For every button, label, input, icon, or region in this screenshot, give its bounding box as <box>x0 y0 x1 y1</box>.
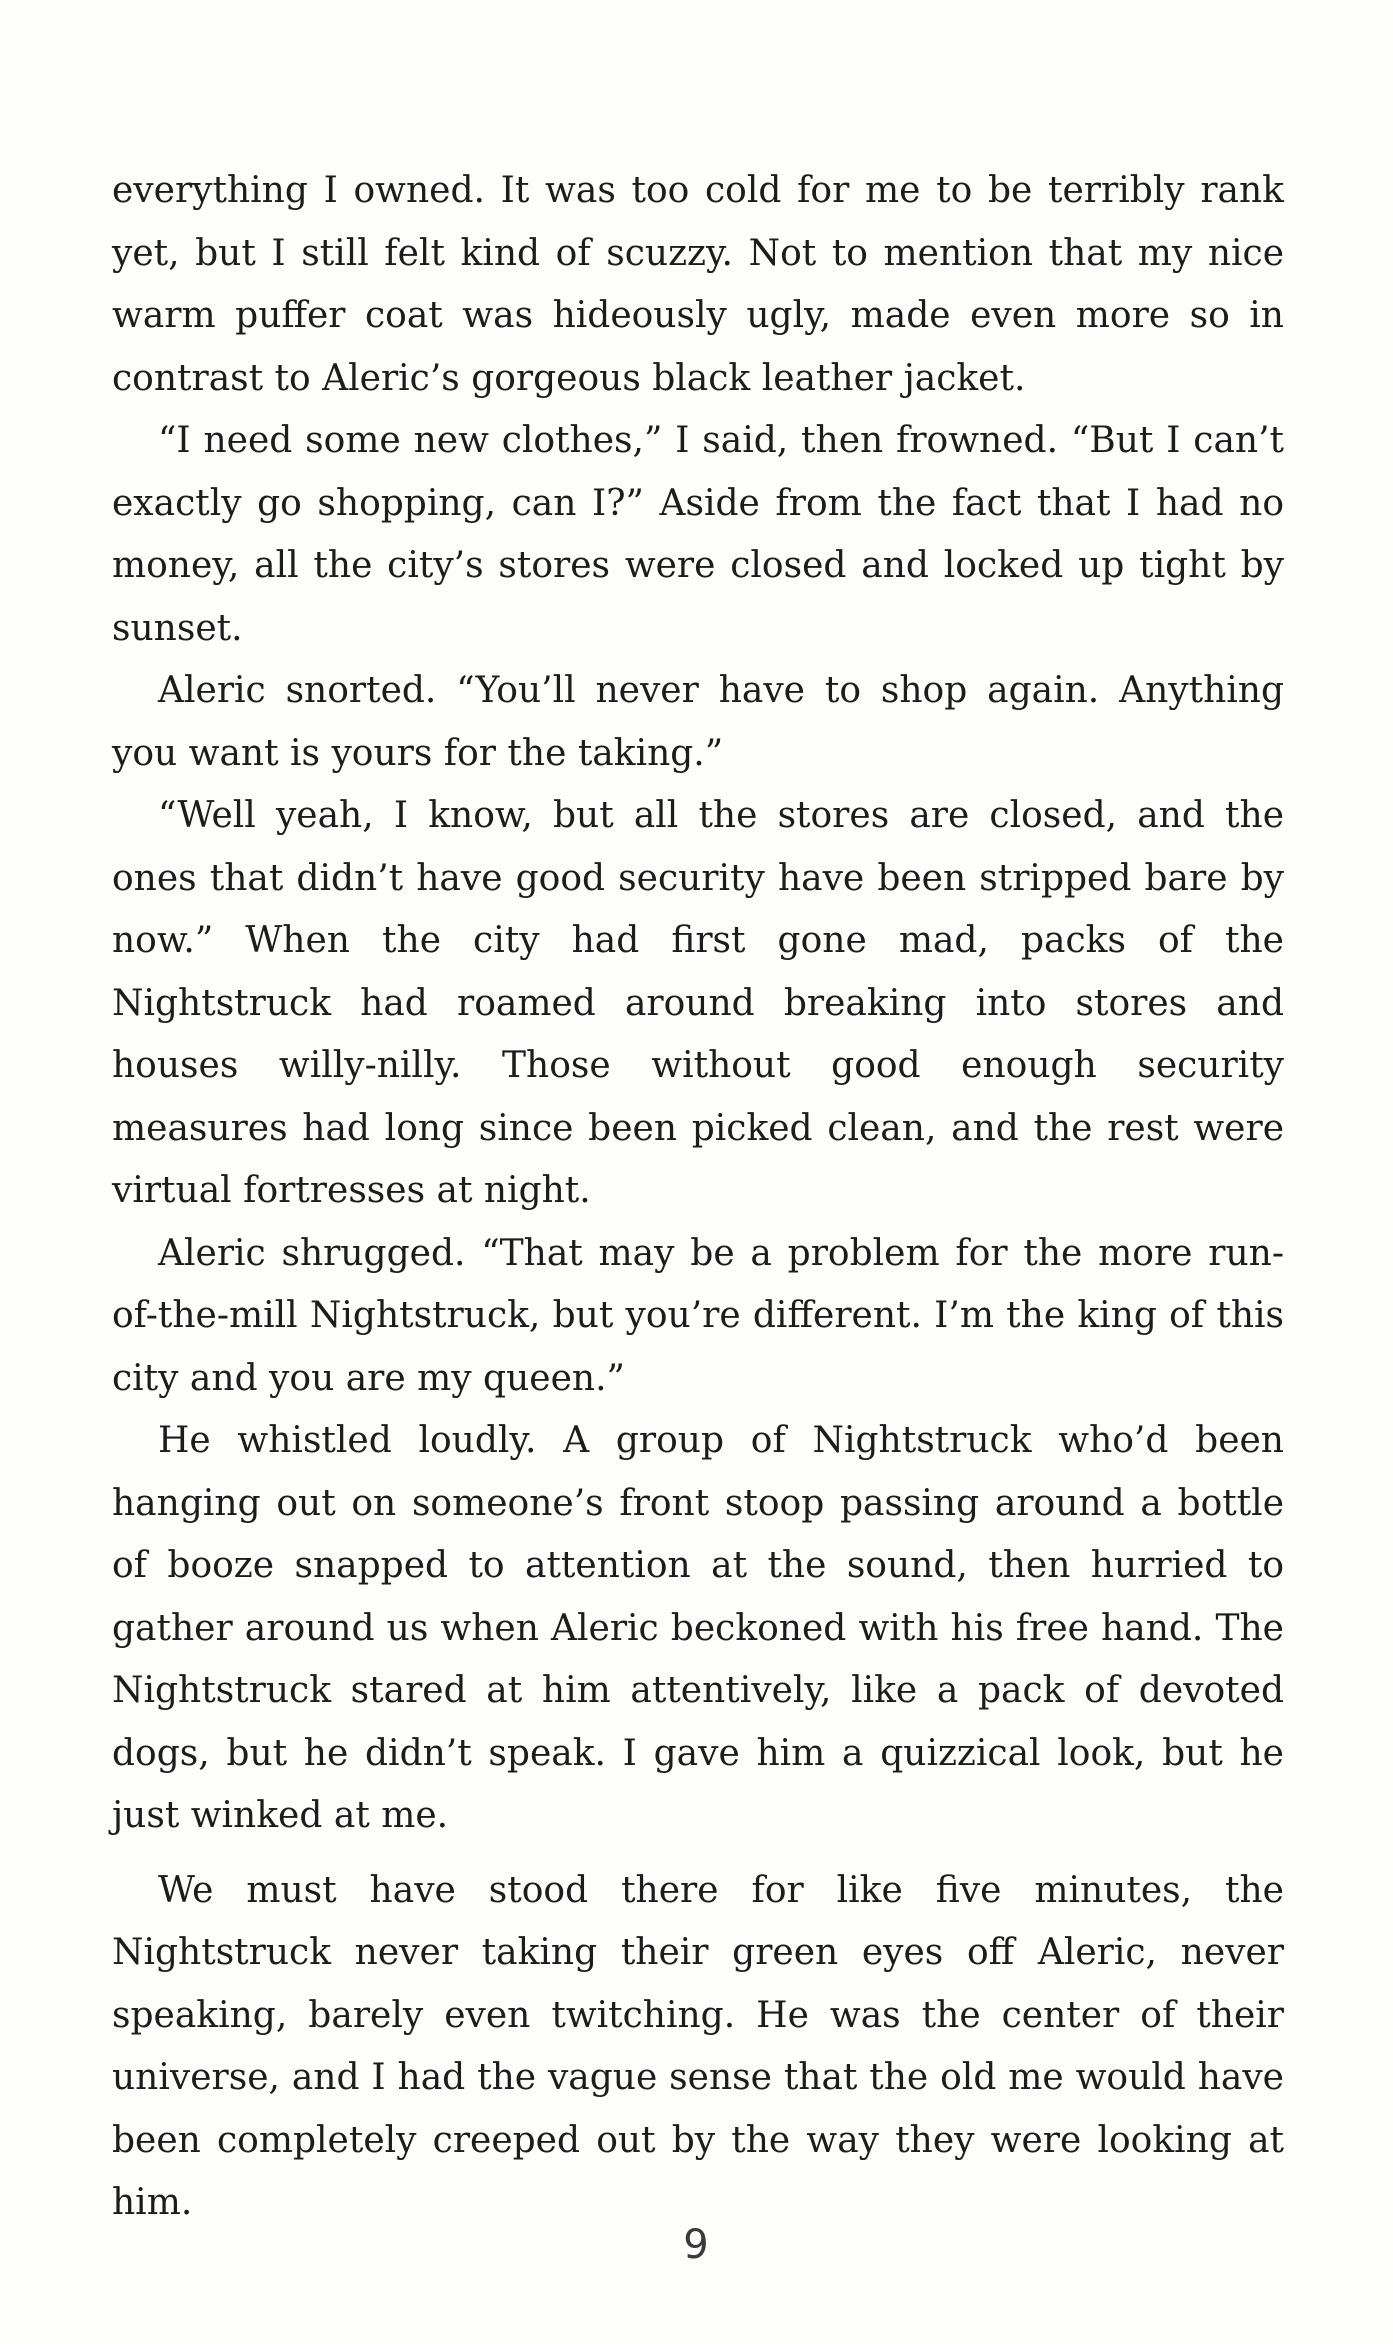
body-text <box>112 160 1284 2235</box>
paragraph-7: We must have stood there for like five minutes, the Nightstruck never taking their green eyes off Aleric, never speaking, barely even twitching. He was the center of their universe, and I had the vague sense that the old me would have been completely creeped out by the way they were looking at him. <box>112 1869 1284 2223</box>
paragraph-1: everything I owned. It was too cold for me to be terribly rank yet, but I still felt kind of scuzzy. Not to mention that my nice warm puffer coat was hideously ugly, made even more so in contrast to Aleric’s gorgeous black leather jacket. <box>112 170 1284 399</box>
paragraph-5: Aleric shrugged. “That may be a problem for the more run-of-the-mill Nightstruck, but you’re different. I’m the king of this city and you are my queen.” <box>112 1232 1284 1399</box>
page-number: 9 <box>683 2222 710 2268</box>
paragraph-3: Aleric snorted. “You’ll never have to shop again. Anything you want is yours for the taking.” <box>112 670 1284 774</box>
paragraph-4: “Well yeah, I know, but all the stores are closed, and the ones that didn’t have good security have been stripped bare by now.” When the city had first gone mad, packs of the Nightstruck had roamed around breaking into stores and houses willy-nilly. Those without good enough security measures had long since been picked clean, and the rest were virtual fortresses at night. <box>112 795 1284 1211</box>
paragraph-6: He whistled loudly. A group of Nightstruck who’d been hanging out on someone’s front stoop passing around a bottle of booze snapped to attention at the sound, then hurried to gather around us when Aleric beckoned with his free hand. The Nightstruck stared at him attentively, like a pack of devoted dogs, but he didn’t speak. I gave him a quizzical look, but he just winked at me. <box>112 1420 1284 1836</box>
paragraph-2: “I need some new clothes,” I said, then frowned. “But I can’t exactly go shopping, can I?” Aside from the fact that I had no money, all the city’s stores were closed and locked up tight by sunset. <box>112 420 1284 649</box>
